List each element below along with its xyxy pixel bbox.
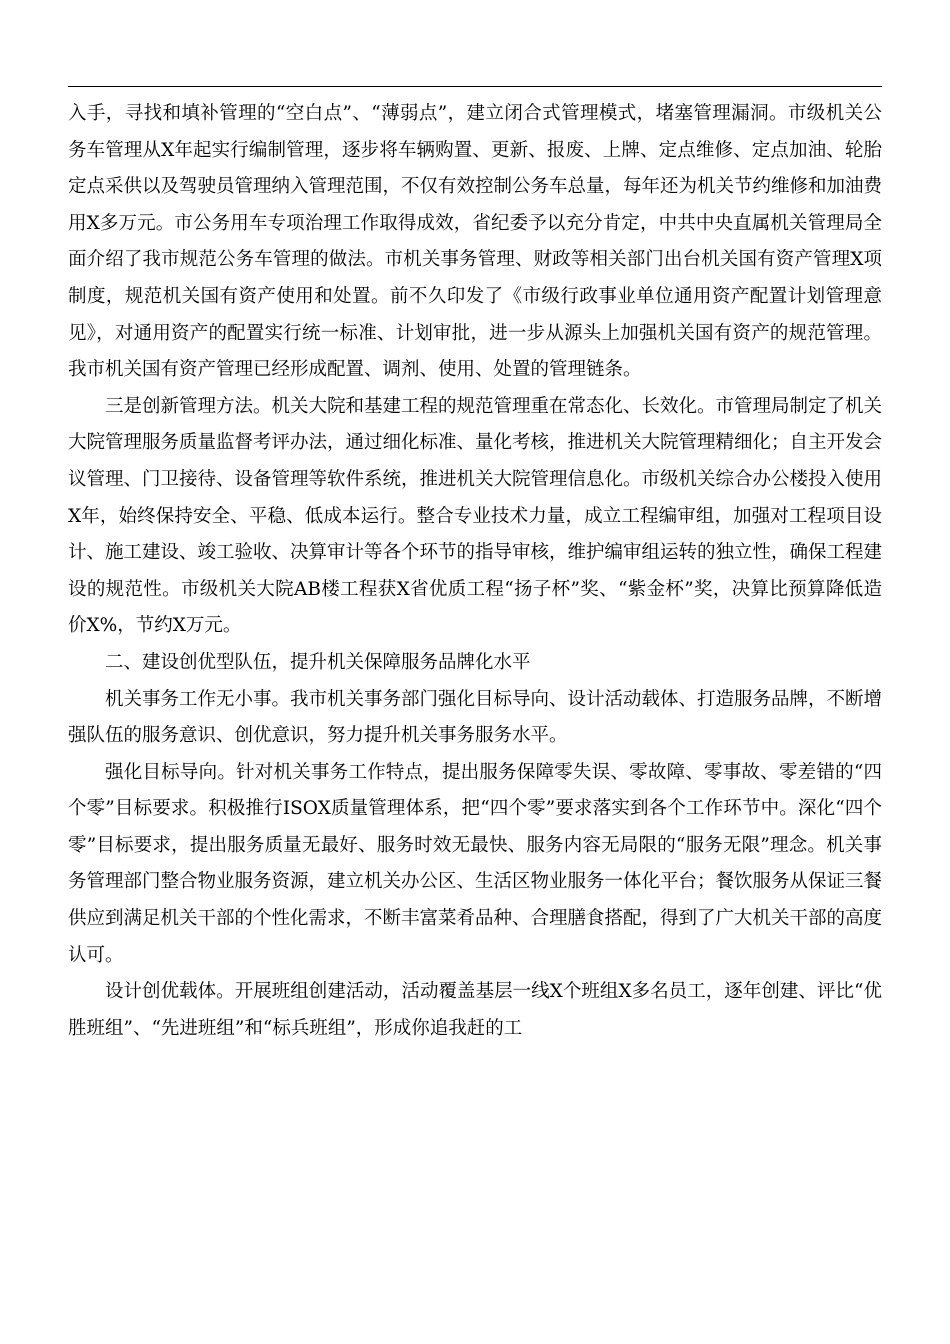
paragraph-excellence-carrier: 设计创优载体。开展班组创建活动，活动覆盖基层一线X个班组X多名员工，逐年创建、评比“优胜班组”、“先进班组”和“标兵班组”，形成你追我赶的工 xyxy=(68,981,882,1039)
paragraph-team-intro: 机关事务工作无小事。我市机关事务部门强化目标导向、设计活动载体、打造服务品牌，不断增强队伍的服务意识、创优意识，努力提升机关事务服务水平。 xyxy=(68,688,883,747)
paragraph-goal-orientation: 强化目标导向。针对机关事务工作特点，提出服务保障零失误、零故障、零事故、零差错的“四个零”目标要求。积极推行ISOX质量管理体系，把“四个零”要求落实到各个工作环节中。深化“四个零”目标要求，提出服务质量无最好、服务时效无最快、服务内容无局限的“服务无限”理念。机关事务管理部门整合物业服务资源，建立机关办公区、生活区物业服务一体化平台；餐饮服务从保证三餐供应到满足机关干部的个性化需求，不断丰富菜肴品种、合理膳食搭配，得到了广大机关干部的高度认可。 xyxy=(68,761,883,966)
paragraph-innovate-methods: 三是创新管理方法。机关大院和基建工程的规范管理重在常态化、长效化。市管理局制定了机关大院管理服务质量监督考评办法，通过细化标准、量化考核，推进机关大院管理精细化；自主开发会议管理、门卫接待、设备管理等软件系统，推进机关大院管理信息化。市级机关综合办公楼投入使用X年，始终保持安全、平稳、低成本运行。整合专业技术力量，成立工程编审组，加强对工程项目设计、施工建设、竣工验收、决算审计等各个环节的指导审核，维护编审组运转的独立性，确保工程建设的规范性。市级机关大院AB楼工程获X省优质工程“扬子杯”奖、“紫金杯”奖，决算比预算降低造价X%，节约X万元。 xyxy=(68,395,883,637)
document-body xyxy=(68,96,882,1047)
header-rule xyxy=(68,86,882,87)
section-heading-team-building: 二、建设创优型队伍，提升机关保障服务品牌化水平 xyxy=(105,651,531,673)
paragraph-asset-management: 入手，寻找和填补管理的“空白点”、“薄弱点”，建立闭合式管理模式，堵塞管理漏洞。市级机关公务车管理从X年起实行编制管理，逐步将车辆购置、更新、报废、上牌、定点维修、定点加油、轮胎定点采供以及驾驶员管理纳入管理范围，不仅有效控制公务车总量，每年还为机关节约维修和加油费用X多万元。市公务用车专项治理工作取得成效，省纪委予以充分肯定，中共中央直属机关管理局全面介绍了我市规范公务车管理的做法。市机关事务管理、财政等相关部门出台机关国有资产管理X项制度，规范机关国有资产使用和处置。前不久印发了《市级行政事业单位通用资产配置计划管理意见》，对通用资产的配置实行统一标准、计划审批，进一步从源头上加强机关国有资产的规范管理。我市机关国有资产管理已经形成配置、调剂、使用、处置的管理链条。 xyxy=(68,103,883,381)
